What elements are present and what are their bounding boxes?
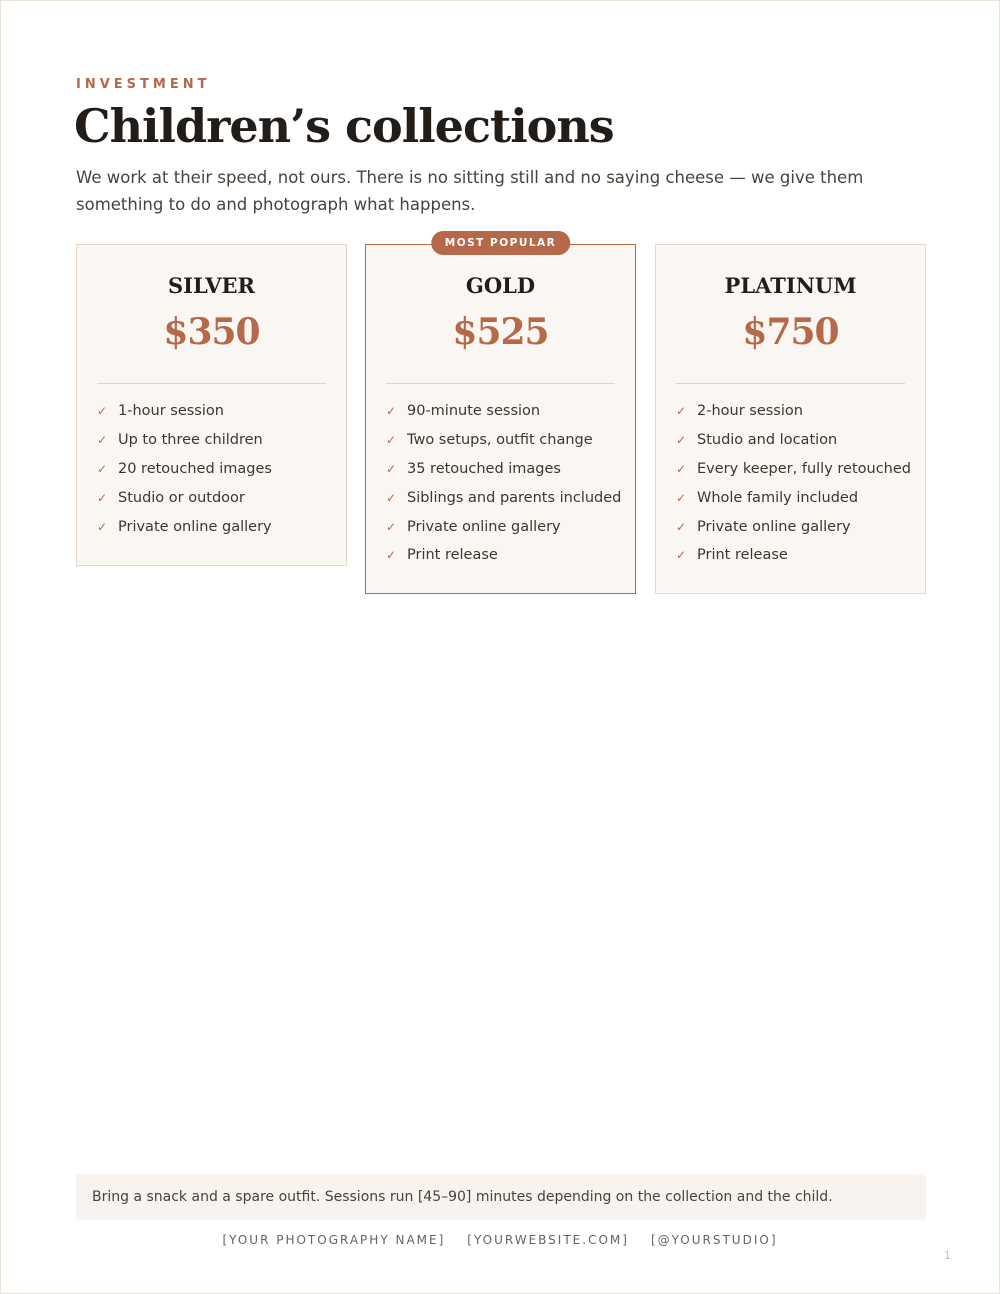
collection-card-platinum (655, 244, 926, 594)
feature-label: Private online gallery (118, 518, 272, 535)
feature-label: Private online gallery (697, 518, 851, 535)
feature-item (676, 541, 915, 570)
collection-card-gold (365, 237, 636, 594)
check-icon: ✓ (386, 519, 397, 534)
check-icon: ✓ (676, 548, 687, 563)
tier-name: SILVER (167, 273, 255, 298)
most-popular-badge: MOST POPULAR (431, 231, 571, 255)
section-eyebrow: INVESTMENT (76, 77, 211, 92)
page-number: 1 (944, 1249, 951, 1262)
feature-label: Print release (407, 547, 498, 564)
feature-list (97, 397, 336, 541)
check-icon: ✓ (97, 461, 108, 476)
check-icon: ✓ (676, 490, 687, 505)
check-icon: ✓ (386, 461, 397, 476)
feature-item (97, 483, 336, 512)
tier-name: PLATINUM (724, 273, 857, 298)
feature-item (97, 455, 336, 484)
feature-item (676, 512, 915, 541)
feature-item (386, 483, 625, 512)
check-icon: ✓ (676, 404, 687, 419)
feature-label: Up to three children (118, 432, 263, 449)
feature-item (97, 512, 336, 541)
intro-paragraph: We work at their speed, not ours. There is no sitting still and no saying cheese — we give them something to do and photograph what happens. (76, 168, 864, 214)
check-icon: ✓ (386, 433, 397, 448)
feature-item (676, 397, 915, 426)
feature-label: 1-hour session (118, 403, 224, 420)
tier-price: $750 (742, 311, 839, 353)
feature-item (676, 483, 915, 512)
feature-item (97, 426, 336, 455)
check-icon: ✓ (676, 461, 687, 476)
feature-label: Siblings and parents included (407, 489, 622, 506)
feature-item (97, 397, 336, 426)
feature-label: Every keeper, fully retouched (697, 460, 911, 477)
check-icon: ✓ (97, 519, 108, 534)
page-title: Children’s collections (74, 99, 614, 153)
feature-item (386, 512, 625, 541)
feature-label: 35 retouched images (407, 460, 561, 477)
feature-label: Studio and location (697, 432, 838, 449)
feature-item (386, 397, 625, 426)
feature-item (386, 455, 625, 484)
check-icon: ✓ (676, 433, 687, 448)
feature-label: Print release (697, 547, 788, 564)
tier-price: $525 (452, 311, 549, 353)
check-icon: ✓ (386, 490, 397, 505)
card-divider (676, 383, 905, 384)
footer (1, 1233, 999, 1247)
feature-list (386, 397, 625, 570)
check-icon: ✓ (97, 490, 108, 505)
session-note (76, 1174, 926, 1220)
check-icon: ✓ (386, 404, 397, 419)
feature-label: Whole family included (697, 489, 859, 506)
footer-handle: [@YOURSTUDIO] (650, 1233, 778, 1247)
feature-label: Private online gallery (407, 518, 561, 535)
check-icon: ✓ (386, 548, 397, 563)
feature-item (386, 541, 625, 570)
footer-studio-name: [YOUR PHOTOGRAPHY NAME] (222, 1233, 446, 1247)
feature-item (676, 426, 915, 455)
check-icon: ✓ (97, 404, 108, 419)
tier-name: GOLD (465, 273, 536, 298)
check-icon: ✓ (676, 519, 687, 534)
check-icon: ✓ (97, 433, 108, 448)
tier-price: $350 (163, 311, 260, 353)
session-note-text: Bring a snack and a spare outfit. Sessions run [45–90] minutes depending on the collection and the child. (92, 1189, 833, 1205)
feature-label: Studio or outdoor (118, 489, 245, 506)
feature-list (676, 397, 915, 570)
feature-label: 2-hour session (697, 403, 803, 420)
feature-label: 20 retouched images (118, 460, 272, 477)
card-divider (386, 383, 615, 384)
feature-label: Two setups, outfit change (407, 432, 593, 449)
card-divider (97, 383, 326, 384)
feature-item (386, 426, 625, 455)
feature-label: 90-minute session (407, 403, 541, 420)
collection-card-silver (76, 244, 347, 566)
feature-item (676, 455, 915, 484)
footer-website: [YOURWEBSITE.COM] (467, 1233, 629, 1247)
